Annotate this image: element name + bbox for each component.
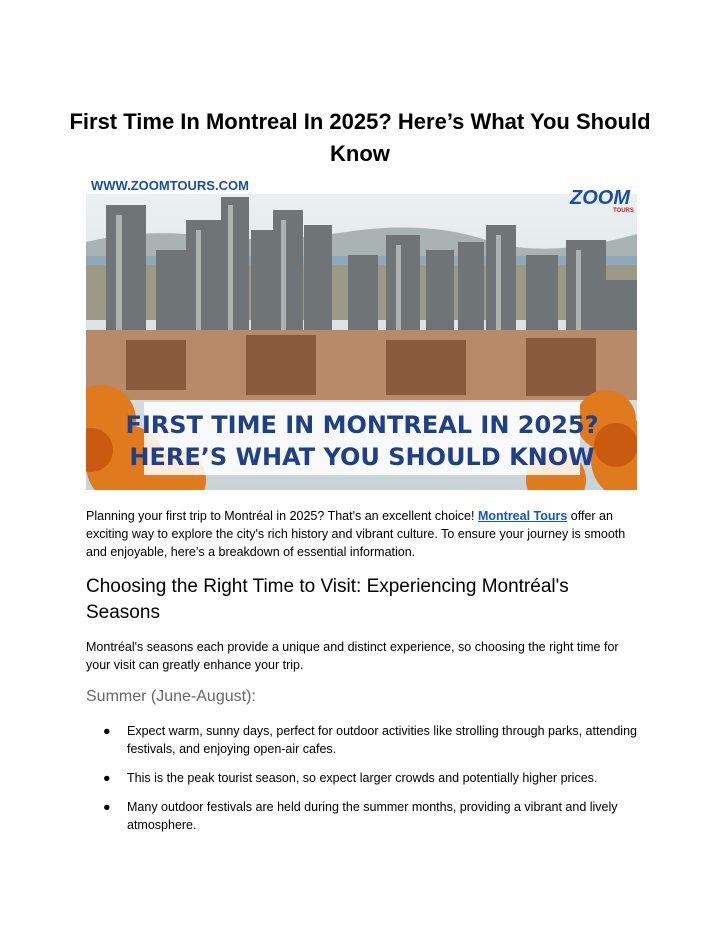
banner-line-2: HERE’S WHAT YOU SHOULD KNOW xyxy=(129,443,595,471)
bullet-text: This is the peak tourist season, so expect larger crowds and potentially higher prices. xyxy=(127,771,598,785)
hero-image xyxy=(86,170,637,490)
svg-text:ZOOM: ZOOM xyxy=(570,187,630,209)
intro-text-before: Planning your first trip to Montréal in 2025? That's an excellent choice! xyxy=(86,509,478,523)
summer-subheading: Summer (June-August): xyxy=(86,688,256,705)
bullet-text: Expect warm, sunny days, perfect for outdoor activities like strolling through parks, attending festivals, and enjoying open-air cafes. xyxy=(127,724,637,756)
list-item xyxy=(86,798,646,834)
list-item xyxy=(86,769,646,787)
banner-line-1: FIRST TIME IN MONTREAL IN 2025? xyxy=(125,411,599,439)
intro-text-after: offer an exciting way to explore the city's rich history and vibrant culture. To ensure your journey is smooth and enjoyable, here’s a breakdown of essential information. xyxy=(86,509,626,559)
svg-text:TOURS: TOURS xyxy=(613,208,634,214)
bullet-icon: ● xyxy=(103,771,111,785)
hero-site-url: WWW.ZOOMTOURS.COM xyxy=(91,178,249,193)
intro-paragraph xyxy=(86,507,642,561)
section-heading: Choosing the Right Time to Visit: Experiencing Montréal's Seasons xyxy=(86,576,569,623)
page-title: First Time In Montreal In 2025? Here’s What You Should Know xyxy=(69,109,651,166)
montreal-tours-link[interactable]: Montreal Tours xyxy=(477,509,568,523)
bullet-icon: ● xyxy=(103,724,111,738)
bullet-icon: ● xyxy=(103,800,111,814)
bullet-text: Many outdoor festivals are held during the summer months, providing a vibrant and lively atmosphere. xyxy=(127,800,618,832)
list-item xyxy=(86,722,646,758)
summer-bullet-list xyxy=(86,722,646,845)
section-paragraph: Montréal's seasons each provide a unique and distinct experience, so choosing the right time for your visit can greatly enhance your trip. xyxy=(86,640,619,672)
